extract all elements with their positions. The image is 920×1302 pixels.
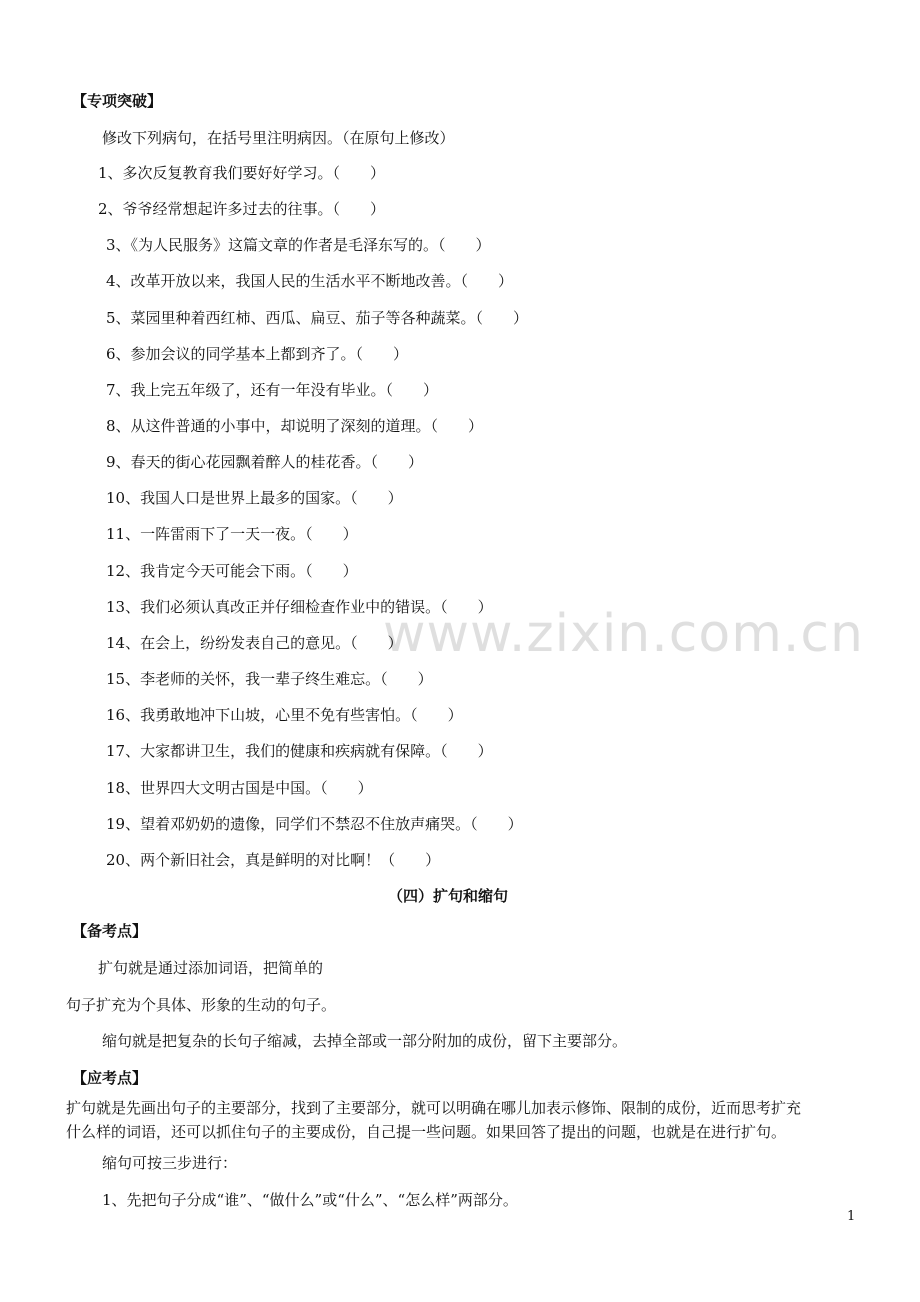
- section-heading-ying: 【应考点】: [72, 1069, 148, 1087]
- list-item: 11、一阵雷雨下了一天一夜。（ ）: [106, 525, 358, 543]
- list-item: 18、世界四大文明古国是中国。（ ）: [106, 779, 373, 797]
- list-item: 8、从这件普通的小事中，却说明了深刻的道理。（ ）: [106, 417, 484, 435]
- paragraph: 1、先把句子分成“谁”、“做什么”或“什么”、“怎么样”两部分。: [102, 1191, 518, 1209]
- list-item: 20、两个新旧社会，真是鲜明的对比啊！（ ）: [106, 851, 441, 869]
- list-item: 17、大家都讲卫生，我们的健康和疾病就有保障。（ ）: [106, 742, 493, 760]
- paragraph: 缩句就是把复杂的长句子缩减，去掉全部或一部分附加的成份，留下主要部分。: [102, 1032, 628, 1050]
- page-number: 1: [847, 1209, 856, 1224]
- list-item: 6、参加会议的同学基本上都到齐了。（ ）: [106, 345, 409, 363]
- list-item: 16、我勇敢地冲下山坡，心里不免有些害怕。（ ）: [106, 706, 463, 724]
- list-item: 9、春天的街心花园飘着醉人的桂花香。（ ）: [106, 453, 424, 471]
- list-item: 15、李老师的关怀，我一辈子终生难忘。（ ）: [106, 670, 433, 688]
- section-heading-bei: 【备考点】: [72, 922, 148, 940]
- list-item: 12、我肯定今天可能会下雨。（ ）: [106, 562, 358, 580]
- list-item: 4、改革开放以来，我国人民的生活水平不断地改善。（ ）: [106, 272, 514, 290]
- list-item: 2、爷爷经常想起许多过去的往事。（ ）: [98, 200, 386, 218]
- instruction: 修改下列病句，在括号里注明病因。（在原句上修改）: [102, 129, 455, 147]
- list-item: 13、我们必须认真改正并仔细检查作业中的错误。（ ）: [106, 598, 493, 616]
- section-title: （四）扩句和缩句: [388, 887, 509, 905]
- list-item: 3、《为人民服务》这篇文章的作者是毛泽东写的。（ ）: [106, 236, 491, 254]
- list-item: 10、我国人口是世界上最多的国家。（ ）: [106, 489, 403, 507]
- list-item: 1、多次反复教育我们要好好学习。（ ）: [98, 164, 386, 182]
- paragraph: 扩句就是通过添加词语，把简单的: [98, 959, 324, 977]
- paragraph: 什么样的词语，还可以抓住句子的主要成份，自己提一些问题。如果回答了提出的问题，也就是在进行扩句。: [66, 1123, 787, 1141]
- list-item: 19、望着邓奶奶的遗像，同学们不禁忍不住放声痛哭。（ ）: [106, 815, 523, 833]
- paragraph: 扩句就是先画出句子的主要部分，找到了主要部分，就可以明确在哪儿加表示修饰、限制的成份，近而思考扩充: [66, 1099, 802, 1117]
- list-item: 14、在会上，纷纷发表自己的意见。（ ）: [106, 634, 403, 652]
- section-heading-special: 【专项突破】: [72, 92, 163, 110]
- paragraph: 句子扩充为个具体、形象的生动的句子。: [66, 996, 337, 1014]
- list-item: 7、我上完五年级了，还有一年没有毕业。（ ）: [106, 381, 439, 399]
- paragraph: 缩句可按三步进行：: [102, 1154, 238, 1172]
- list-item: 5、菜园里种着西红柿、西瓜、扁豆、茄子等各种蔬菜。（ ）: [106, 309, 529, 327]
- watermark: www.zixin.com.cn: [383, 604, 864, 664]
